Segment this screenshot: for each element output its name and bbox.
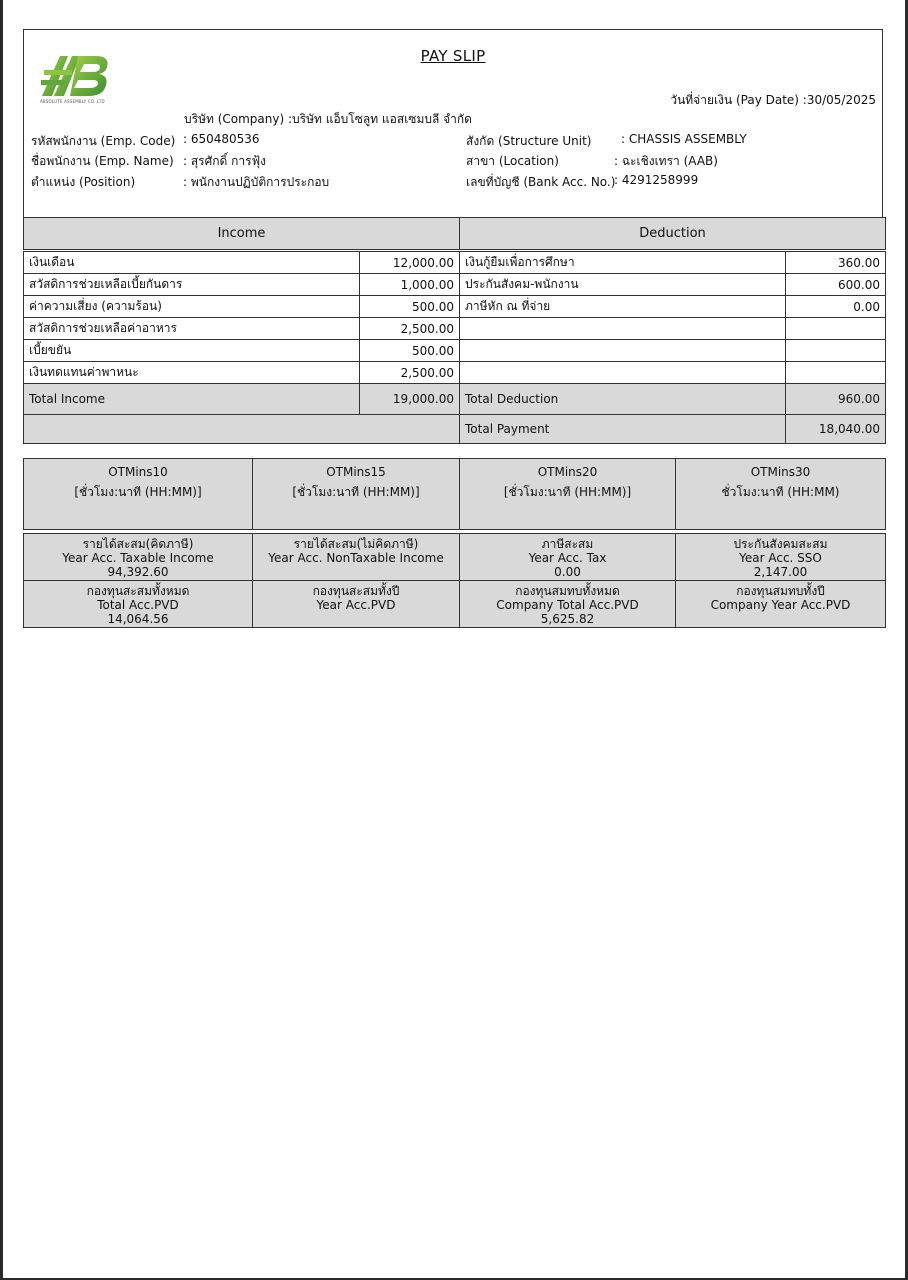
acc-value	[255, 565, 457, 579]
ot-unit: [ชั่วโมง:นาที (HH:MM)]	[292, 485, 420, 499]
line-items-table	[23, 251, 886, 444]
acc-label-th: รายได้สะสม(คิดภาษี)	[82, 537, 194, 551]
income-value: 12,000.00	[360, 252, 460, 274]
acc-label-en: Company Total Acc.PVD	[496, 598, 639, 612]
acc-label-en: Company Year Acc.PVD	[710, 598, 851, 612]
acc-label-en: Year Acc. Tax	[528, 551, 607, 565]
table-row	[24, 274, 886, 296]
ot-label: OTMins20	[537, 465, 598, 479]
income-value: 2,500.00	[360, 362, 460, 384]
acc-label-th: กองทุนสมทบทั้งหมด	[515, 584, 620, 598]
acc-label-th: กองทุนสะสมทั้งหมด	[86, 584, 190, 598]
accumulated-row	[24, 581, 886, 628]
deduction-value	[786, 318, 886, 340]
payment-spacer	[24, 415, 460, 444]
deduction-value: 600.00	[786, 274, 886, 296]
ot-cell	[24, 459, 253, 530]
acc-label-en: Year Acc. NonTaxable Income	[268, 551, 444, 565]
acc-cell	[676, 534, 886, 581]
acc-cell	[460, 581, 676, 628]
deduction-label	[460, 340, 786, 362]
acc-label-en: Year Acc. SSO	[739, 551, 822, 565]
acc-cell	[460, 534, 676, 581]
income-header: Income	[24, 218, 460, 250]
ot-unit: [ชั่วโมง:นาที (HH:MM)]	[74, 485, 202, 499]
table-row	[24, 362, 886, 384]
income-label: เงินทดแทนค่าพาหนะ	[24, 362, 360, 384]
ot-unit: ชั่วโมง:นาที (HH:MM)	[721, 485, 840, 499]
structure-unit-value: : CHASSIS ASSEMBLY	[621, 132, 747, 146]
ot-label: OTMins10	[108, 465, 168, 479]
total-payment-label: Total Payment	[460, 415, 786, 444]
income-label: สวัสดิการช่วยเหลือค่าอาหาร	[24, 318, 360, 340]
bank-account-label: เลขที่บัญชี (Bank Acc. No.)	[466, 175, 616, 189]
income-label: สวัสดิการช่วยเหลือเบี้ยกันดาร	[24, 274, 360, 296]
acc-cell	[24, 581, 253, 628]
acc-label-th: รายได้สะสม(ไม่คิดภาษี)	[293, 537, 419, 551]
total-income-value: 19,000.00	[360, 384, 460, 415]
acc-value	[678, 612, 883, 626]
pay-date: วันที่จ่ายเงิน (Pay Date) :30/05/2025	[670, 93, 876, 107]
income-value: 2,500.00	[360, 318, 460, 340]
page-title: PAY SLIP	[420, 47, 486, 65]
acc-value: 2,147.00	[753, 565, 808, 579]
deduction-value	[786, 340, 886, 362]
payslip-header	[23, 29, 883, 218]
table-row	[24, 318, 886, 340]
income-label: ค่าความเสี่ยง (ความร้อน)	[24, 296, 360, 318]
acc-value	[255, 612, 457, 626]
acc-value: 94,392.60	[107, 565, 169, 579]
income-deduction-table	[23, 217, 886, 250]
emp-code-value: : 650480536	[183, 132, 260, 146]
logo-caption: ABSOLUTE ASSEMBLY CO.,LTD	[40, 99, 105, 104]
acc-cell	[24, 534, 253, 581]
ot-label: OTMins30	[750, 465, 811, 479]
acc-value: 0.00	[554, 565, 581, 579]
deduction-value: 0.00	[786, 296, 886, 318]
deduction-label: ภาษีหัก ณ ที่จ่าย	[460, 296, 786, 318]
emp-name-label: ชื่อพนักงาน (Emp. Name)	[31, 154, 174, 168]
location-label: สาขา (Location)	[466, 154, 559, 168]
income-label: เงินเดือน	[24, 252, 360, 274]
overtime-table	[23, 458, 886, 530]
acc-label-th: ประกันสังคมสะสม	[733, 537, 828, 551]
company-logo	[40, 52, 114, 104]
deduction-label: ประกันสังคม-พนักงาน	[460, 274, 786, 296]
income-label: เบี้ยขยัน	[24, 340, 360, 362]
acc-label-en: Total Acc.PVD	[97, 598, 179, 612]
structure-unit-label: สังกัด (Structure Unit)	[466, 134, 592, 148]
total-deduction-label: Total Deduction	[460, 384, 786, 415]
ot-cell	[253, 459, 460, 530]
location-value: : ฉะเชิงเทรา (AAB)	[614, 154, 718, 168]
bank-account-value: : 4291258999	[614, 173, 699, 187]
table-row	[24, 252, 886, 274]
total-income-label: Total Income	[24, 384, 360, 415]
acc-label-en: Year Acc.PVD	[316, 598, 396, 612]
income-value: 500.00	[360, 296, 460, 318]
deduction-value: 360.00	[786, 252, 886, 274]
ot-cell	[676, 459, 886, 530]
income-value: 1,000.00	[360, 274, 460, 296]
deduction-label	[460, 318, 786, 340]
ot-cell	[460, 459, 676, 530]
payment-row	[24, 415, 886, 444]
acc-value: 5,625.82	[540, 612, 595, 626]
table-row	[24, 340, 886, 362]
totals-row	[24, 384, 886, 415]
acc-label-th: ภาษีสะสม	[541, 537, 594, 551]
deduction-header: Deduction	[460, 218, 886, 250]
emp-position-label: ตำแหน่ง (Position)	[31, 175, 136, 189]
company-name: บริษัท (Company) :บริษัท แอ็บโซลูท แอสเซมบลี จำกัด	[184, 112, 472, 126]
logo-icon	[40, 52, 114, 98]
total-deduction-value: 960.00	[786, 384, 886, 415]
deduction-label: เงินกู้ยืมเพื่อการศึกษา	[460, 252, 786, 274]
accumulated-table	[23, 533, 886, 628]
acc-label-th: กองทุนสมทบทั้งปี	[736, 584, 825, 598]
accumulated-row	[24, 534, 886, 581]
emp-name-value: : สุรศักดิ์ การฟุ้ง	[183, 154, 266, 168]
acc-cell	[253, 534, 460, 581]
acc-cell	[253, 581, 460, 628]
deduction-label	[460, 362, 786, 384]
emp-position-value: : พนักงานปฏิบัติการประกอบ	[183, 175, 330, 189]
income-value: 500.00	[360, 340, 460, 362]
emp-code-label: รหัสพนักงาน (Emp. Code)	[31, 134, 176, 148]
acc-label-th: กองทุนสะสมทั้งปี	[312, 584, 400, 598]
ot-label: OTMins15	[326, 465, 386, 479]
acc-value: 14,064.56	[107, 612, 169, 626]
page-border-left	[0, 0, 3, 1280]
acc-label-en: Year Acc. Taxable Income	[62, 551, 214, 565]
deduction-value	[786, 362, 886, 384]
acc-cell	[676, 581, 886, 628]
ot-unit: [ชั่วโมง:นาที (HH:MM)]	[503, 485, 632, 499]
table-row	[24, 296, 886, 318]
total-payment-value: 18,040.00	[786, 415, 886, 444]
